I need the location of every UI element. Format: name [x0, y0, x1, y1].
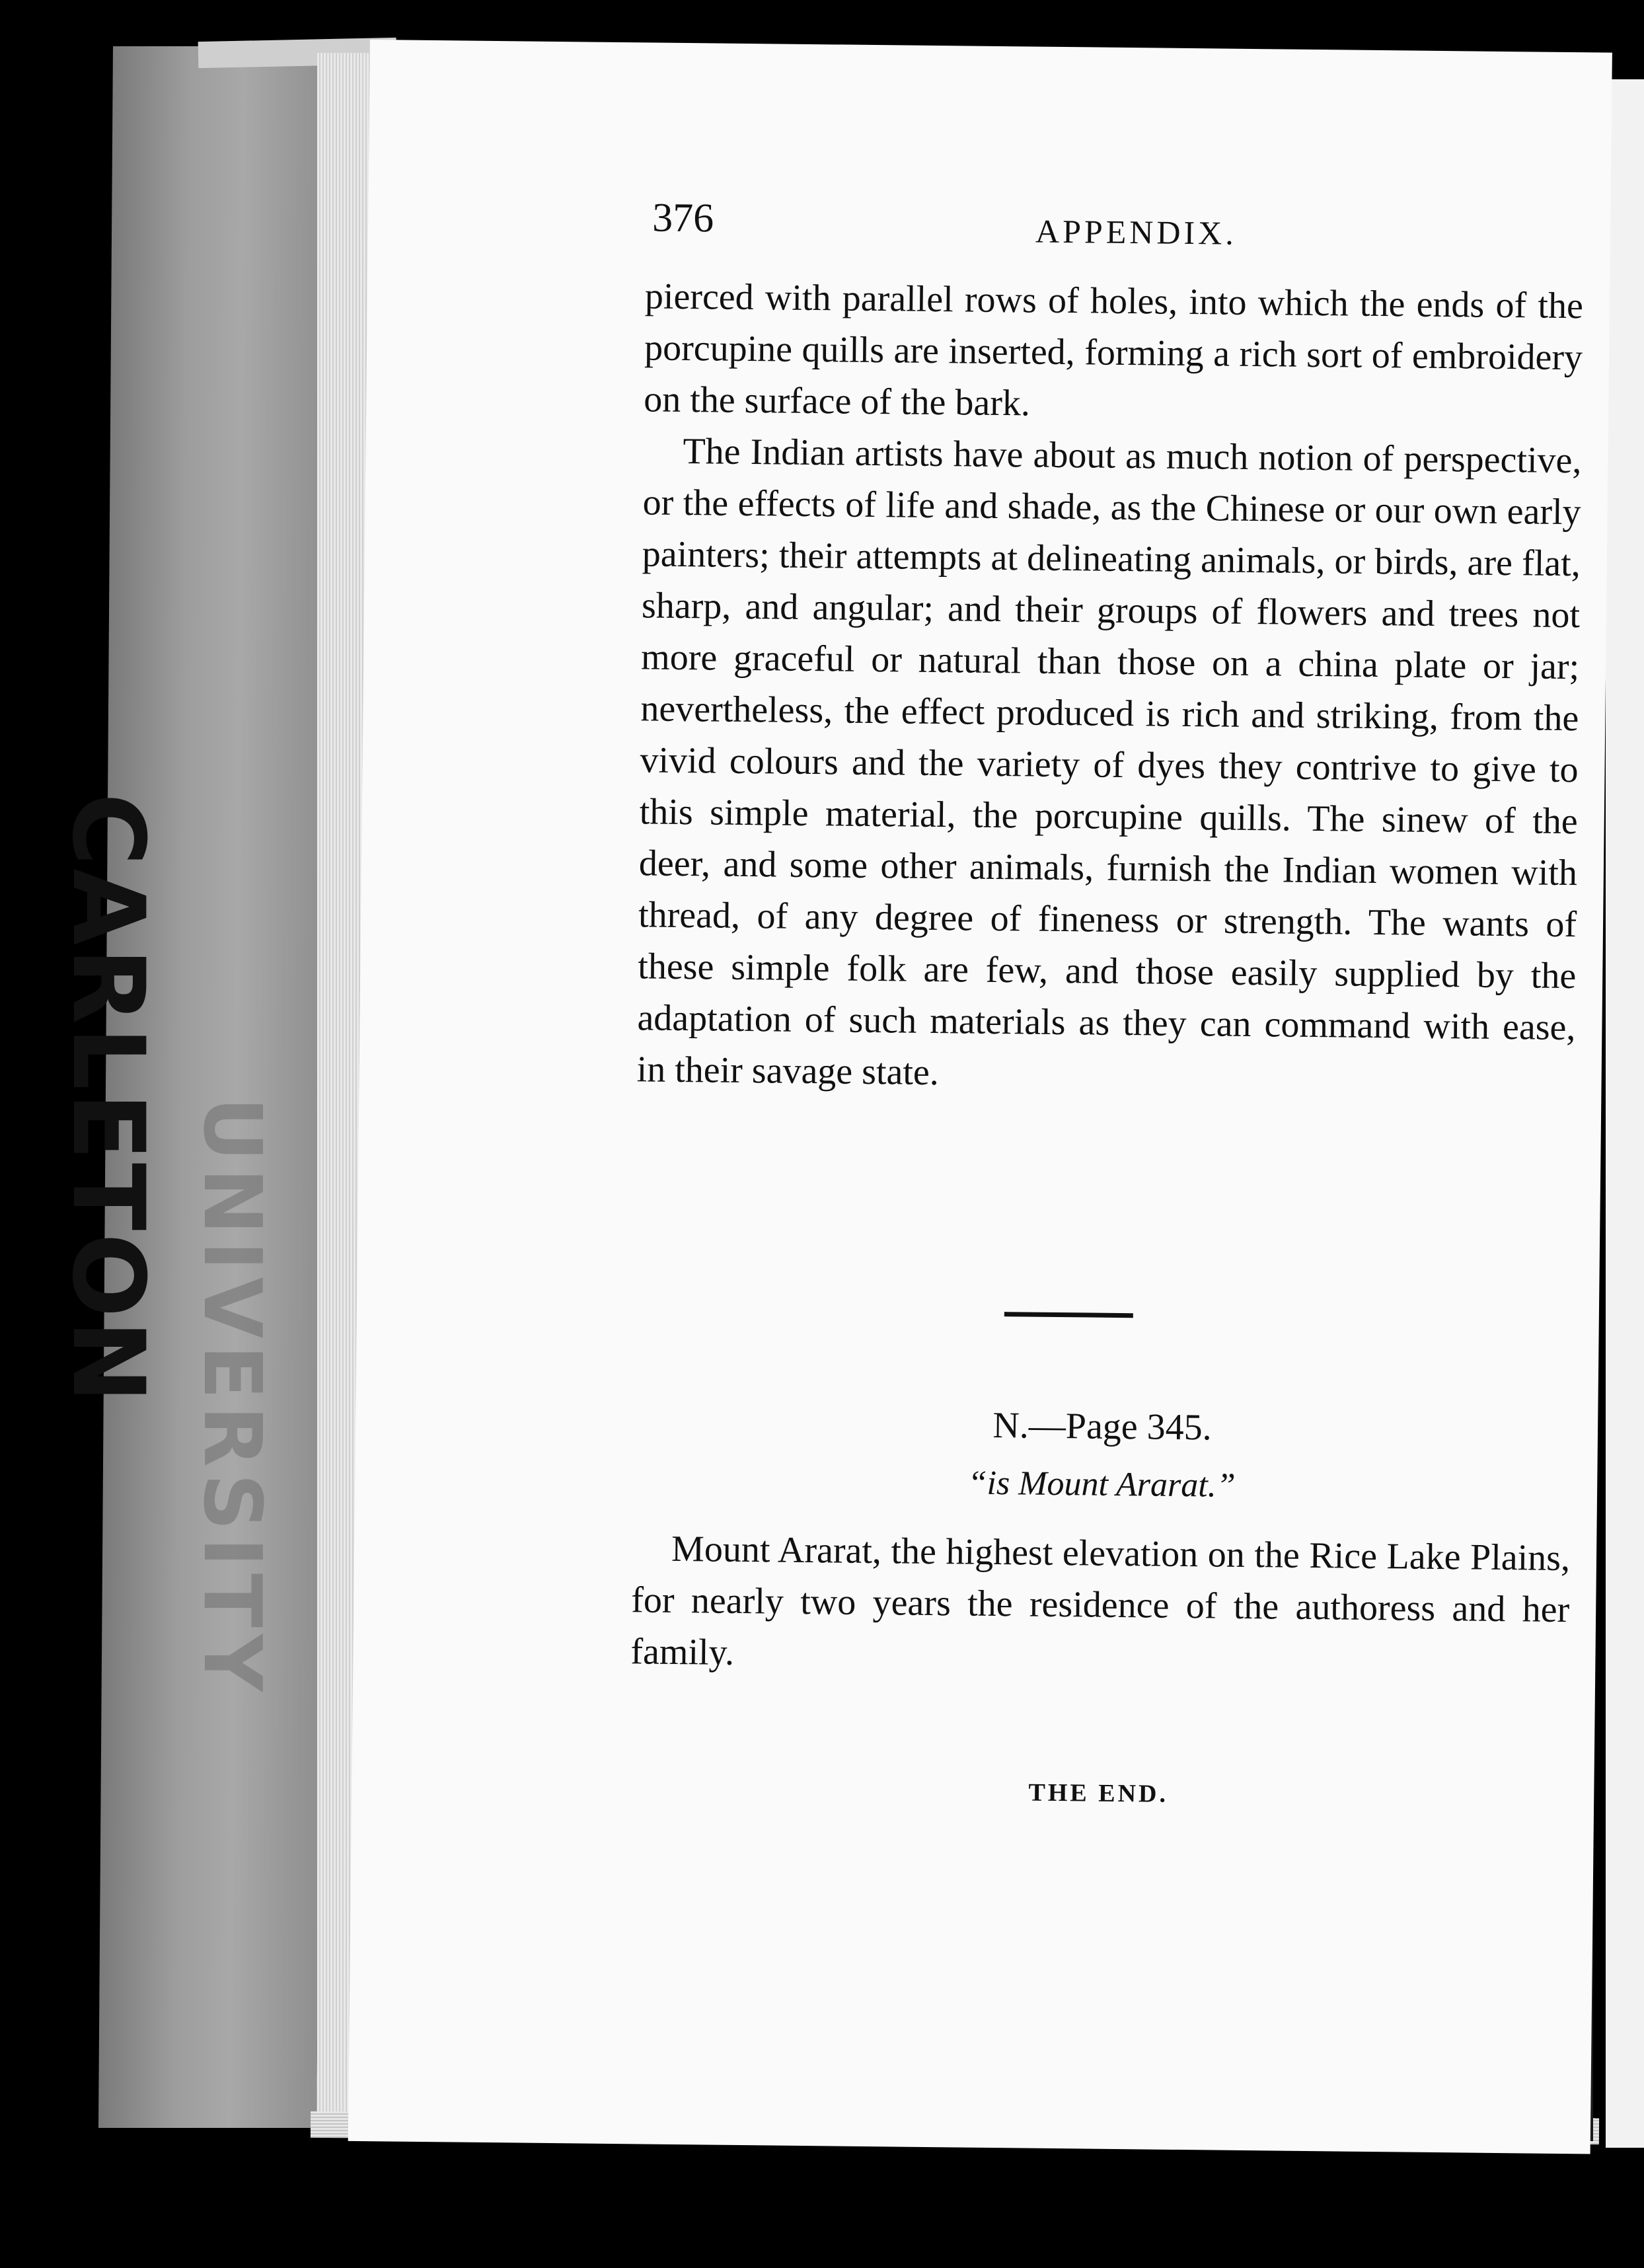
page-header	[652, 194, 1578, 270]
paragraph: The Indian artists have about as much notion of perspective, or the effects of life and shade, as the Chinese or our own early painters; their attempts at delineating animals, or birds, are flat, sharp, and angular; and their groups of flowers and trees not more graceful or natural than those on a china plate or jar; nevertheless, the effect produced is rich and striking, from the vivid colours and the variety of dyes they contrive to give to this simple material, the porcupine quills. The sinew of the deer, and some other animals, furnish the Indian women with thread, of any degree of fineness or strength. The wants of these simple folk are few, and those easily supplied by the adaptation of such materials as they can command with ease, in their savage state.	[636, 430, 1582, 1094]
running-head: APPENDIX.	[1035, 212, 1238, 252]
page-number: 376	[652, 195, 714, 241]
body-text-bottom	[630, 1523, 1570, 1687]
section-rule	[1004, 1312, 1133, 1318]
spine-subtitle: UNIVERSITY	[186, 1097, 278, 1698]
note-heading: N.—Page 345.	[992, 1404, 1213, 1449]
facing-page-edge	[1606, 79, 1644, 2148]
spine-title: CARLETON	[50, 793, 165, 1406]
paragraph: Mount Ararat, the highest elevation on the Rice Lake Plains, for nearly two years the residence of the authoress and her family.	[630, 1528, 1571, 1673]
body-text-top	[636, 270, 1583, 1105]
paragraph: pierced with parallel rows of holes, into which the ends of the porcupine quills are inserted, forming a rich sort of embroidery on the surface of the bark.	[643, 276, 1584, 424]
book-page	[348, 40, 1612, 2154]
note-quote: “is Mount Ararat.”	[967, 1464, 1236, 1505]
the-end-label: THE END.	[1028, 1778, 1169, 1808]
